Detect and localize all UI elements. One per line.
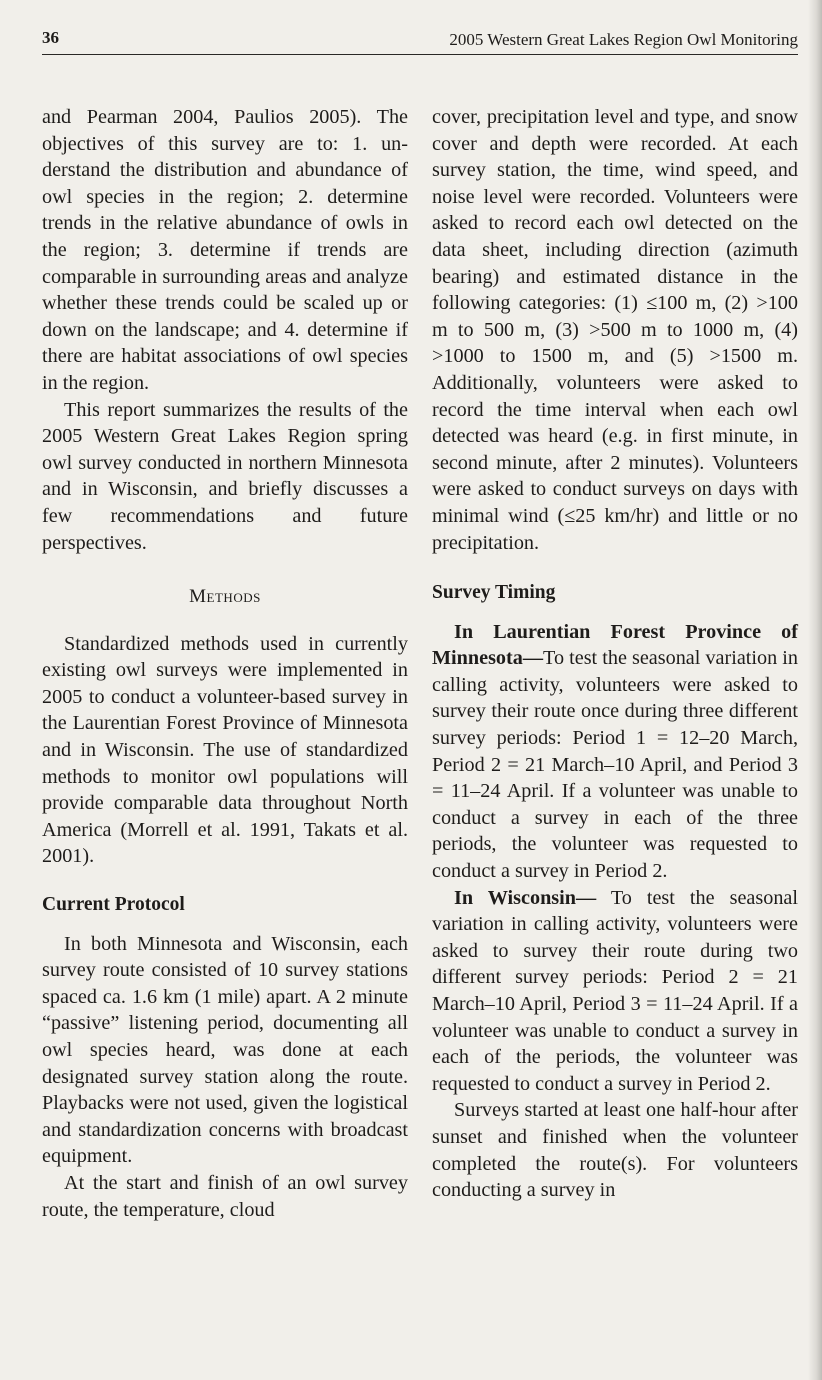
right-column [432,104,798,1204]
page-edge-shadow [808,0,822,1380]
minnesota-runin: In Laurentian Forest Province of Minnesota— [432,620,798,670]
minnesota-timing-text: To test the seasonal variation in calling activity, volunteers were asked to survey their route once during three different survey periods: Period 1 = 12–20 March, Period 2 = 21 March–10 April, and Period 3 = 11–24 April. If a volunteer was unable to conduct a survey in each of the three periods, the volunteer was requested to conduct a survey in Period 2. [432,647,798,883]
paragraph-wisconsin-timing [432,885,798,1098]
running-title: 2005 Western Great Lakes Region Owl Monitoring [449,30,798,49]
left-column [42,104,408,1223]
paragraph-survey-start: Surveys started at least one half-hour after sunset and finished when the volunteer completed the route(s). For volunteers conducting a survey in [432,1099,798,1202]
page-header [42,24,798,55]
methods-heading: Methods [189,586,261,608]
wisconsin-timing-text: To test the seasonal variation in calling activity, volunteers were asked to survey their route during two different survey periods: Period 2 = 21 March–10 April, Period 3 = 11–24 April. If a volunteer was unable to conduct a survey in each of the periods, the volunteer was requested to conduct a survey in Period 2. [432,886,798,1095]
paragraph-survey-route: In both Minnesota and Wisconsin, each survey route consisted of 10 survey stations spaced ca. 1.6 km (1 mile) apart. A 2 minute “passive” listening period, documenting all owl species heard, was done at each designated survey station along the route. Playbacks were not used, given the logistical and standardization concerns with broadcast equipment. [42,932,408,1168]
page-number: 36 [42,28,59,47]
paragraph-recorded-data: cover, precipitation level and type, and snow cover and depth were recorded. At each survey station, the time, wind speed, and noise level were recorded. Volunteers were asked to record each owl detected on the data sheet, including direction (azimuth bearing) and estimated distance in the following categories: (1) ≤100 m, (2) >100 m to 500 m, (3) >500 m to 1000 m, (4) >1000 to 1500 m, and (5) >1500 m. Additionally, volunteers were asked to record the time interval when each owl detected was heard (e.g. in first minute, in second minute, after 2 minutes). Volunteers were asked to conduct surveys on days with minimal wind (≤25 km/hr) and little or no precipitation. [432,106,798,554]
survey-timing-heading: Survey Timing [432,582,556,604]
paragraph-standardized-methods: Standardized methods used in currently existing owl surveys were implemented in 2005 to conduct a volunteer-based survey in the Laurentian Forest Province of Minnesota and in Wisconsin. The use of standardized methods to monitor owl populations will provide comparable data throughout North America (Morrell et al. 1991, Takats et al. 2001). [42,632,408,868]
wisconsin-runin: In Wisconsin— [454,886,597,909]
paragraph-minnesota-timing [432,619,798,885]
paragraph-report-summary: This report summarizes the results of the 2005 Western Great Lakes Region spring owl survey conducted in northern Minnesota and in Wisconsin, and briefly discusses a few recommendations and future perspectives. [42,398,408,554]
paragraph-start-finish: At the start and finish of an owl survey route, the temperature, cloud [42,1171,408,1221]
current-protocol-heading: Current Protocol [42,894,185,916]
paragraph-objectives: and Pearman 2004, Paulios 2005). The objectives of this survey are to: 1. understand the distribution and abundance of owl species in the region; 2. determine trends in the relative abundance of owls in the region; 3. determine if trends are comparable in surrounding areas and analyze whether these trends could be scaled up or down on the landscape; and 4. determine if there are habitat associations of owl species in the region. [42,106,408,394]
